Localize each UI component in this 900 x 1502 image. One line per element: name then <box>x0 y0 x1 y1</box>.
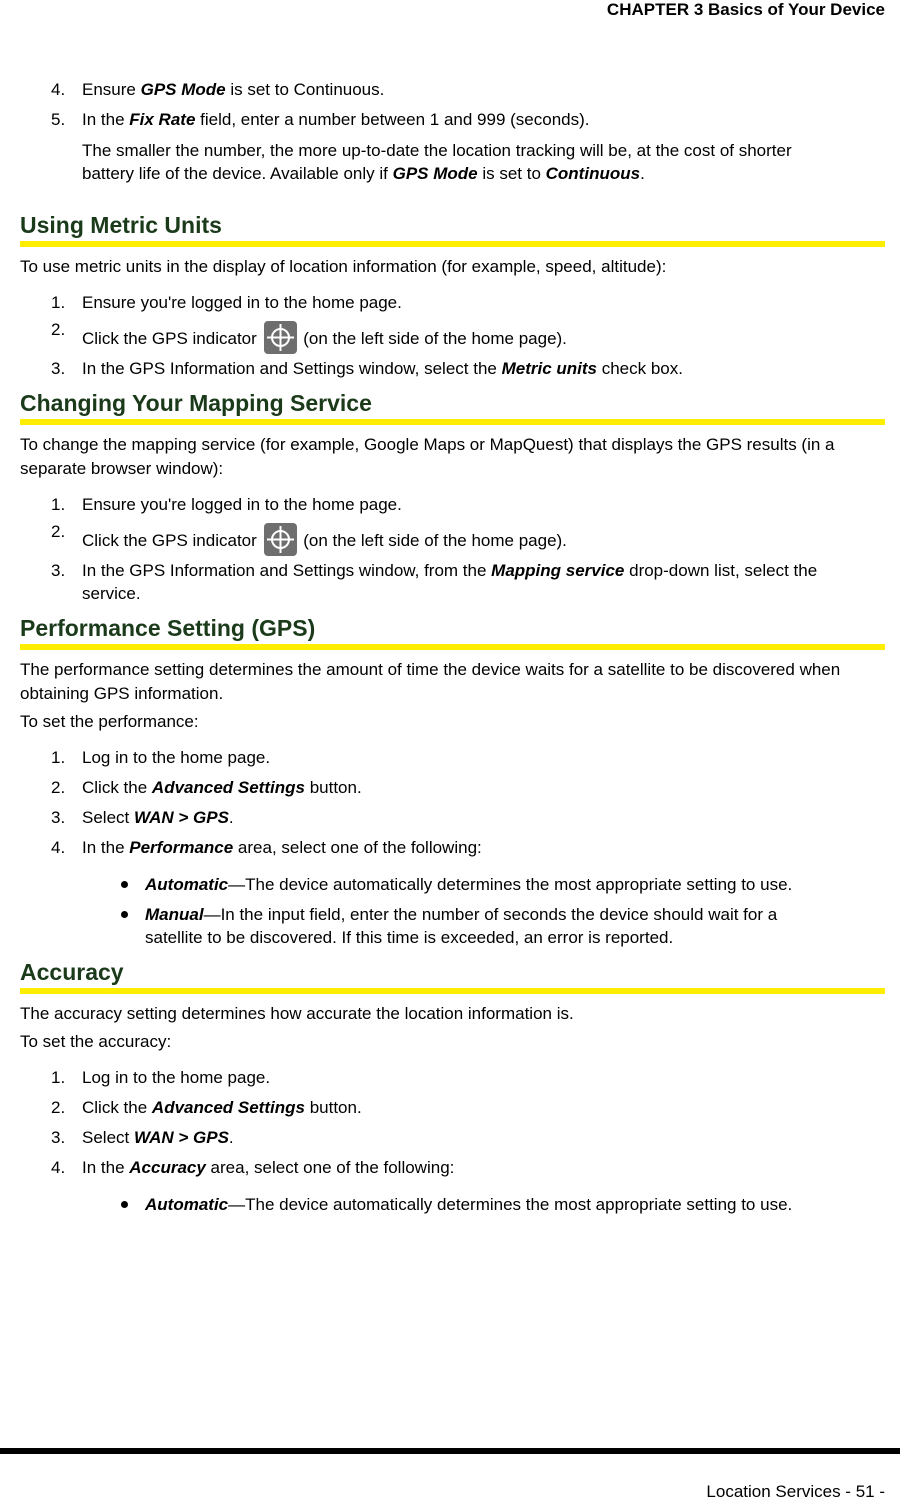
step-number: 3. <box>51 561 66 580</box>
bullet-item: Automatic—The device automatically determines the most appropriate setting to use. <box>121 873 815 896</box>
gps-mode-steps <box>20 78 885 131</box>
step-number: 1. <box>51 748 66 767</box>
list-item: 1. Log in to the home page. <box>51 748 271 767</box>
metric-steps <box>20 291 885 380</box>
bullet-item: Automatic—The device automatically determines the most appropriate setting to use. <box>121 1193 815 1216</box>
step-number: 1. <box>51 293 66 312</box>
step-number: 5. <box>51 110 66 129</box>
section-intro: To use metric units in the display of location information (for example, speed, altitude): <box>20 257 667 276</box>
section-intro: To set the accuracy: <box>20 1032 172 1051</box>
bullet-icon <box>121 911 128 918</box>
bullet-item: Manual—In the input field, enter the number of seconds the device should wait for a satellite to be discovered. If this time is exceeded, an error is reported. <box>121 903 815 949</box>
section-intro: The performance setting determines the amount of time the device waits for a satellite to be discovered when obtaining GPS information. <box>20 660 841 703</box>
list-item: 1. Log in to the home page. <box>51 1068 271 1087</box>
list-item: 4. In the Accuracy area, select one of the following: <box>51 1158 455 1177</box>
step-number: 4. <box>51 80 66 99</box>
list-item: 2. Click the GPS indicator (on the left side of the home page). <box>20 523 885 557</box>
list-item: 4. Ensure GPS Mode is set to Continuous. <box>51 80 385 99</box>
performance-steps <box>20 746 885 859</box>
section-heading-mapping-service: Changing Your Mapping Service <box>20 390 885 425</box>
list-item: 1. Ensure you're logged in to the home page. <box>51 495 402 514</box>
section-intro: To set the performance: <box>20 712 199 731</box>
page-header: CHAPTER 3 Basics of Your Device <box>606 0 885 19</box>
step-number: 3. <box>51 359 66 378</box>
crosshair-icon <box>264 321 297 354</box>
section-heading-accuracy: Accuracy <box>20 959 885 994</box>
ui-term: Automatic <box>145 875 229 894</box>
list-item: 1. Ensure you're logged in to the home page. <box>51 293 402 312</box>
list-item: 2. Click the Advanced Settings button. <box>51 1098 362 1117</box>
section-intro: The accuracy setting determines how accurate the location information is. <box>20 1004 574 1023</box>
step-number: 1. <box>51 1068 66 1087</box>
bullet-icon <box>121 881 128 888</box>
step-number: 1. <box>51 495 66 514</box>
list-item: 3. Select WAN > GPS. <box>51 808 234 827</box>
ui-term: Metric units <box>501 359 597 378</box>
list-item: 3. In the GPS Information and Settings window, select the Metric units check box. <box>51 359 683 378</box>
ui-term: GPS Mode <box>140 80 226 99</box>
step-note: The smaller the number, the more up-to-date the location tracking will be, at the cost of shorter battery life of the device. Available only if GPS Mode is set to Continuous. <box>82 141 792 183</box>
list-item: 3. Select WAN > GPS. <box>51 1128 234 1147</box>
list-item: 3. In the GPS Information and Settings window, from the Mapping service drop-down list, select the service. <box>51 561 818 603</box>
page-footer: Location Services - 51 - <box>706 1482 885 1501</box>
ui-term: Fix Rate <box>129 110 196 129</box>
ui-term: Manual <box>145 905 204 924</box>
step-number: 4. <box>51 838 66 857</box>
page-content <box>20 78 885 1223</box>
step-number: 3. <box>51 808 66 827</box>
list-item: 2. Click the Advanced Settings button. <box>51 778 362 797</box>
step-number: 2. <box>51 320 66 339</box>
step-number: 2. <box>51 522 66 541</box>
section-heading-performance: Performance Setting (GPS) <box>20 615 885 650</box>
step-number: 3. <box>51 1128 66 1147</box>
ui-term: Advanced Settings <box>151 778 305 797</box>
section-intro: To change the mapping service (for example, Google Maps or MapQuest) that displays the GPS results (in a separate browser window): <box>20 435 835 478</box>
step-number: 2. <box>51 1098 66 1117</box>
crosshair-icon <box>264 523 297 556</box>
mapping-steps <box>20 493 885 605</box>
footer-rule <box>0 1448 900 1454</box>
bullet-icon <box>121 1201 128 1208</box>
ui-term: Performance <box>129 838 234 857</box>
accuracy-options <box>20 1193 885 1216</box>
ui-term: Mapping service <box>491 561 625 580</box>
step-number: 4. <box>51 1158 66 1177</box>
performance-options <box>20 873 885 949</box>
ui-term: WAN > GPS <box>133 1128 229 1147</box>
step-number: 2. <box>51 778 66 797</box>
section-heading-metric-units: Using Metric Units <box>20 212 885 247</box>
list-item: 2. Click the GPS indicator (on the left side of the home page). <box>20 321 885 355</box>
ui-term: Accuracy <box>129 1158 206 1177</box>
accuracy-steps <box>20 1066 885 1179</box>
ui-term: Advanced Settings <box>151 1098 305 1117</box>
ui-term: WAN > GPS <box>133 808 229 827</box>
list-item: 4. In the Performance area, select one of the following: <box>51 838 482 857</box>
ui-term: Automatic <box>145 1195 229 1214</box>
list-item: 5. In the Fix Rate field, enter a number between 1 and 999 (seconds). <box>51 110 590 129</box>
